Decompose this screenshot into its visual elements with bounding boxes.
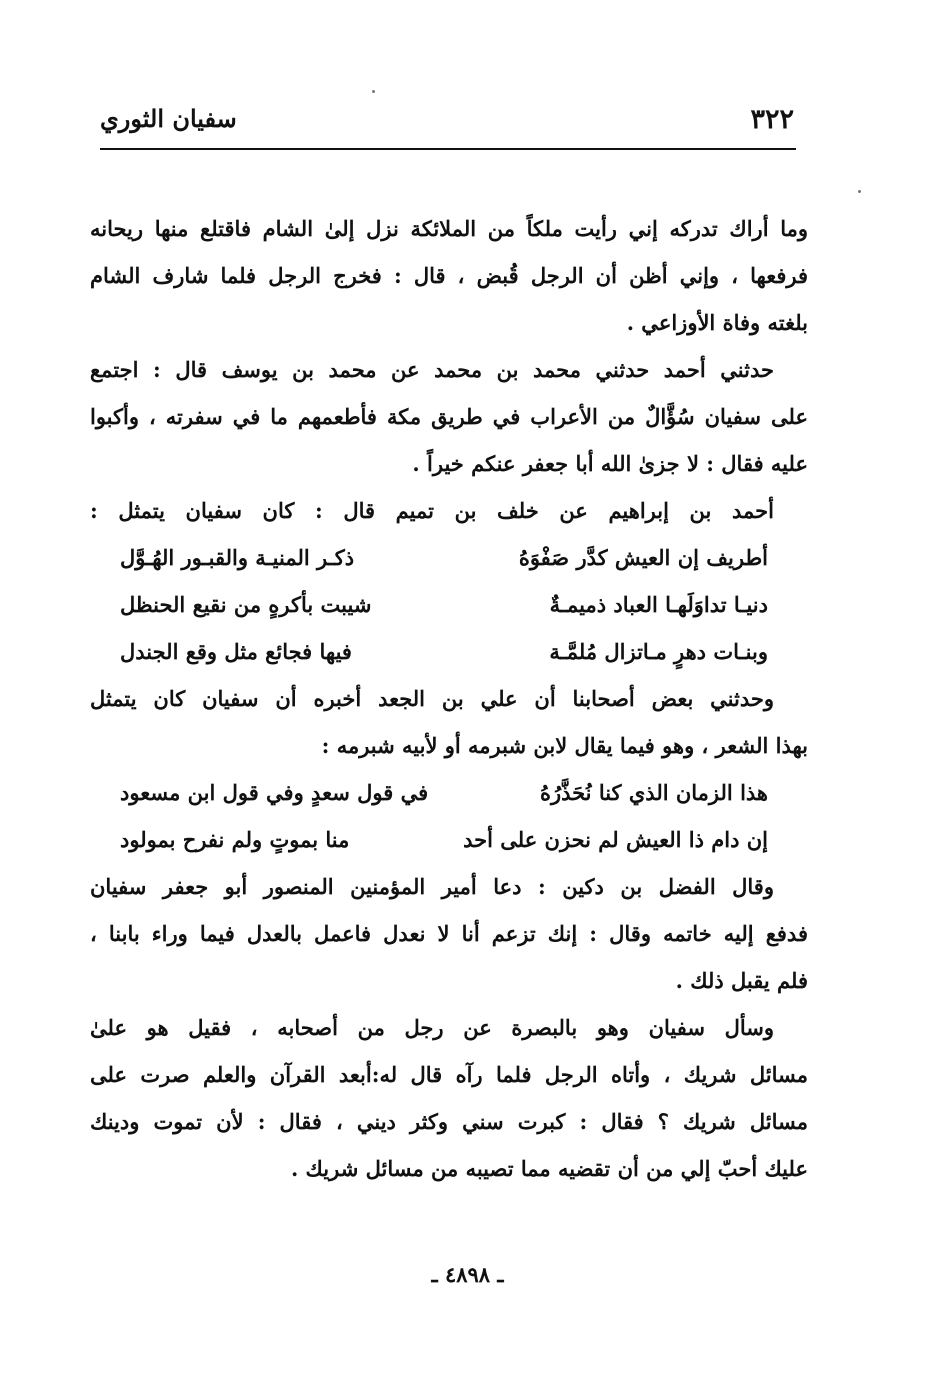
footer-page-marker: ـ ٤٨٩٨ ـ: [431, 1262, 504, 1287]
poem-verse: [90, 534, 808, 581]
scan-speck: [372, 90, 375, 93]
poem-verse: [90, 581, 808, 628]
verse-second-hemistich: شيبت بأكرهٍ من نقيع الحنظل: [120, 592, 372, 617]
text-line: بلغته وفاة الأوزاعي .: [626, 310, 808, 335]
verse-first-hemistich: إن دام ذا العيش لم نحزن على أحد: [463, 827, 768, 852]
text-line: على سفيان سُؤَّالٌ من الأعراب في طريق مكة فأطعمهم ما في سفرته ، وأكبوا: [90, 404, 808, 429]
main-text: [90, 205, 808, 1192]
poem-verse: [90, 769, 808, 816]
verse-second-hemistich: في قول سعدٍ وفي قول ابن مسعود: [120, 780, 429, 805]
running-title: سفيان الثوري: [100, 104, 237, 133]
text-line: مسائل شريك ، وأتاه الرجل فلما رآه قال له:أبعد القرآن والعلم صرت على: [90, 1062, 808, 1087]
verse-second-hemistich: منا بموتٍ ولم نفرح بمولود: [120, 827, 350, 852]
verse-first-hemistich: هذا الزمان الذي كنا نُحَذَّرُهُ: [539, 780, 768, 805]
text-line: فلم يقبل ذلك .: [675, 968, 808, 993]
text-line: وما أراك تدركه إني رأيت ملكاً من الملائكة نزل إلىٰ الشام فاقتلع منها ريحانه: [90, 216, 808, 241]
verse-first-hemistich: أطريف إن العيش كدَّر صَفْوَهُ: [518, 545, 768, 570]
page-number: ٣٢٢: [750, 104, 794, 135]
header-rule: [100, 148, 796, 150]
poem-verse: [90, 628, 808, 675]
text-line: حدثني أحمد حدثني محمد بن محمد عن محمد بن يوسف قال : اجتمع: [90, 357, 774, 382]
text-line: فدفع إليه خاتمه وقال : إنك تزعم أنا لا نعدل فاعمل بالعدل فيما وراء بابنا ،: [90, 921, 808, 946]
verse-second-hemistich: ذكـر المنيـة والقبـور الهُـوَّل: [120, 545, 355, 570]
text-line: مسائل شريك ؟ فقال : كبرت سني وكثر ديني ، فقال : لأن تموت ودينك: [90, 1109, 808, 1134]
running-header: [100, 104, 794, 148]
text-line: فرفعها ، وإني أظن أن الرجل قُبض ، قال : فخرج الرجل فلما شارف الشام: [90, 263, 808, 288]
verse-second-hemistich: فيها فجائع مثل وقع الجندل: [120, 639, 352, 664]
verse-first-hemistich: دنيـا تداوَلَهـا العباد ذميمـةٌ: [549, 592, 768, 617]
poem-verse: [90, 816, 808, 863]
text-line: عليه فقال : لا جزىٰ الله أبا جعفر عنكم خيراً .: [412, 451, 808, 476]
text-line: وقال الفضل بن دكين : دعا أمير المؤمنين المنصور أبو جعفر سفيان: [90, 874, 774, 899]
text-line: بهذا الشعر ، وهو فيما يقال لابن شبرمه أو لأبيه شبرمه :: [321, 733, 808, 758]
text-line: وسأل سفيان وهو بالبصرة عن رجل من أصحابه ، فقيل هو علىٰ: [90, 1015, 774, 1040]
scan-speck: [858, 190, 861, 193]
text-line: أحمد بن إبراهيم عن خلف بن تميم قال : كان سفيان يتمثل :: [90, 498, 774, 523]
text-line: عليك أحبّ إلي من أن تقضيه مما تصيبه من مسائل شريك .: [290, 1156, 808, 1181]
text-line: وحدثني بعض أصحابنا أن علي بن الجعد أخبره أن سفيان كان يتمثل: [90, 686, 774, 711]
verse-first-hemistich: وبنـات دهرٍ مـاتزال مُلمَّـة: [549, 639, 768, 664]
